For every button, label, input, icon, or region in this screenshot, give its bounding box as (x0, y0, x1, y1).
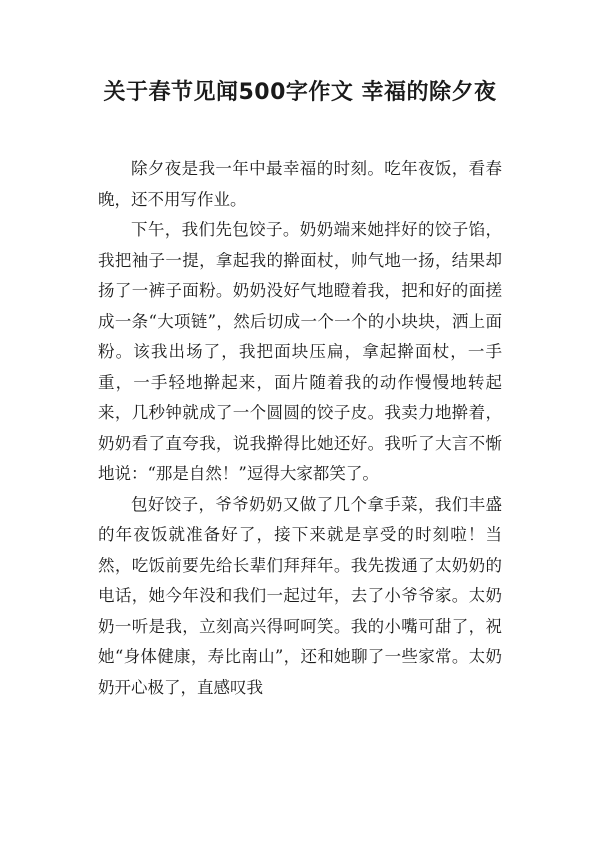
paragraph-3: 包好饺子，爷爷奶奶又做了几个拿手菜，我们丰盛的年夜饭就准备好了，接下来就是享受的时刻啦！当然，吃饭前要先给长辈们拜拜年。我先拨通了太奶奶的电话，她今年没和我们一起过年，去了小爷爷家。太奶奶一听是我，立刻高兴得呵呵笑。我的小嘴可甜了，祝她“身体健康，寿比南山”，还和她聊了一些家常。太奶奶开心极了，直感叹我 (98, 494, 502, 697)
paragraph-2: 下午，我们先包饺子。奶奶端来她拌好的饺子馅，我把袖子一提，拿起我的擀面杖，帅气地一扬，结果却扬了一裤子面粉。奶奶没好气地瞪着我，把和好的面搓成一条“大项链”，然后切成一个一个的小块块，洒上面粉。该我出场了，我把面块压扁，拿起擀面杖，一手重，一手轻地擀起来，面片随着我的动作慢慢地转起来，几秒钟就成了一个圆圆的饺子皮。我卖力地擀着，奶奶看了直夸我，说我擀得比她还好。我听了大言不惭地说：“那是自然！”逗得大家都笑了。 (98, 220, 502, 483)
paragraph-1: 除夕夜是我一年中最幸福的时刻。吃年夜饭，看春晚，还不用写作业。 (98, 159, 502, 209)
document-title: 关于春节见闻500字作文 幸福的除夕夜 (103, 80, 497, 105)
document-body (98, 154, 502, 703)
